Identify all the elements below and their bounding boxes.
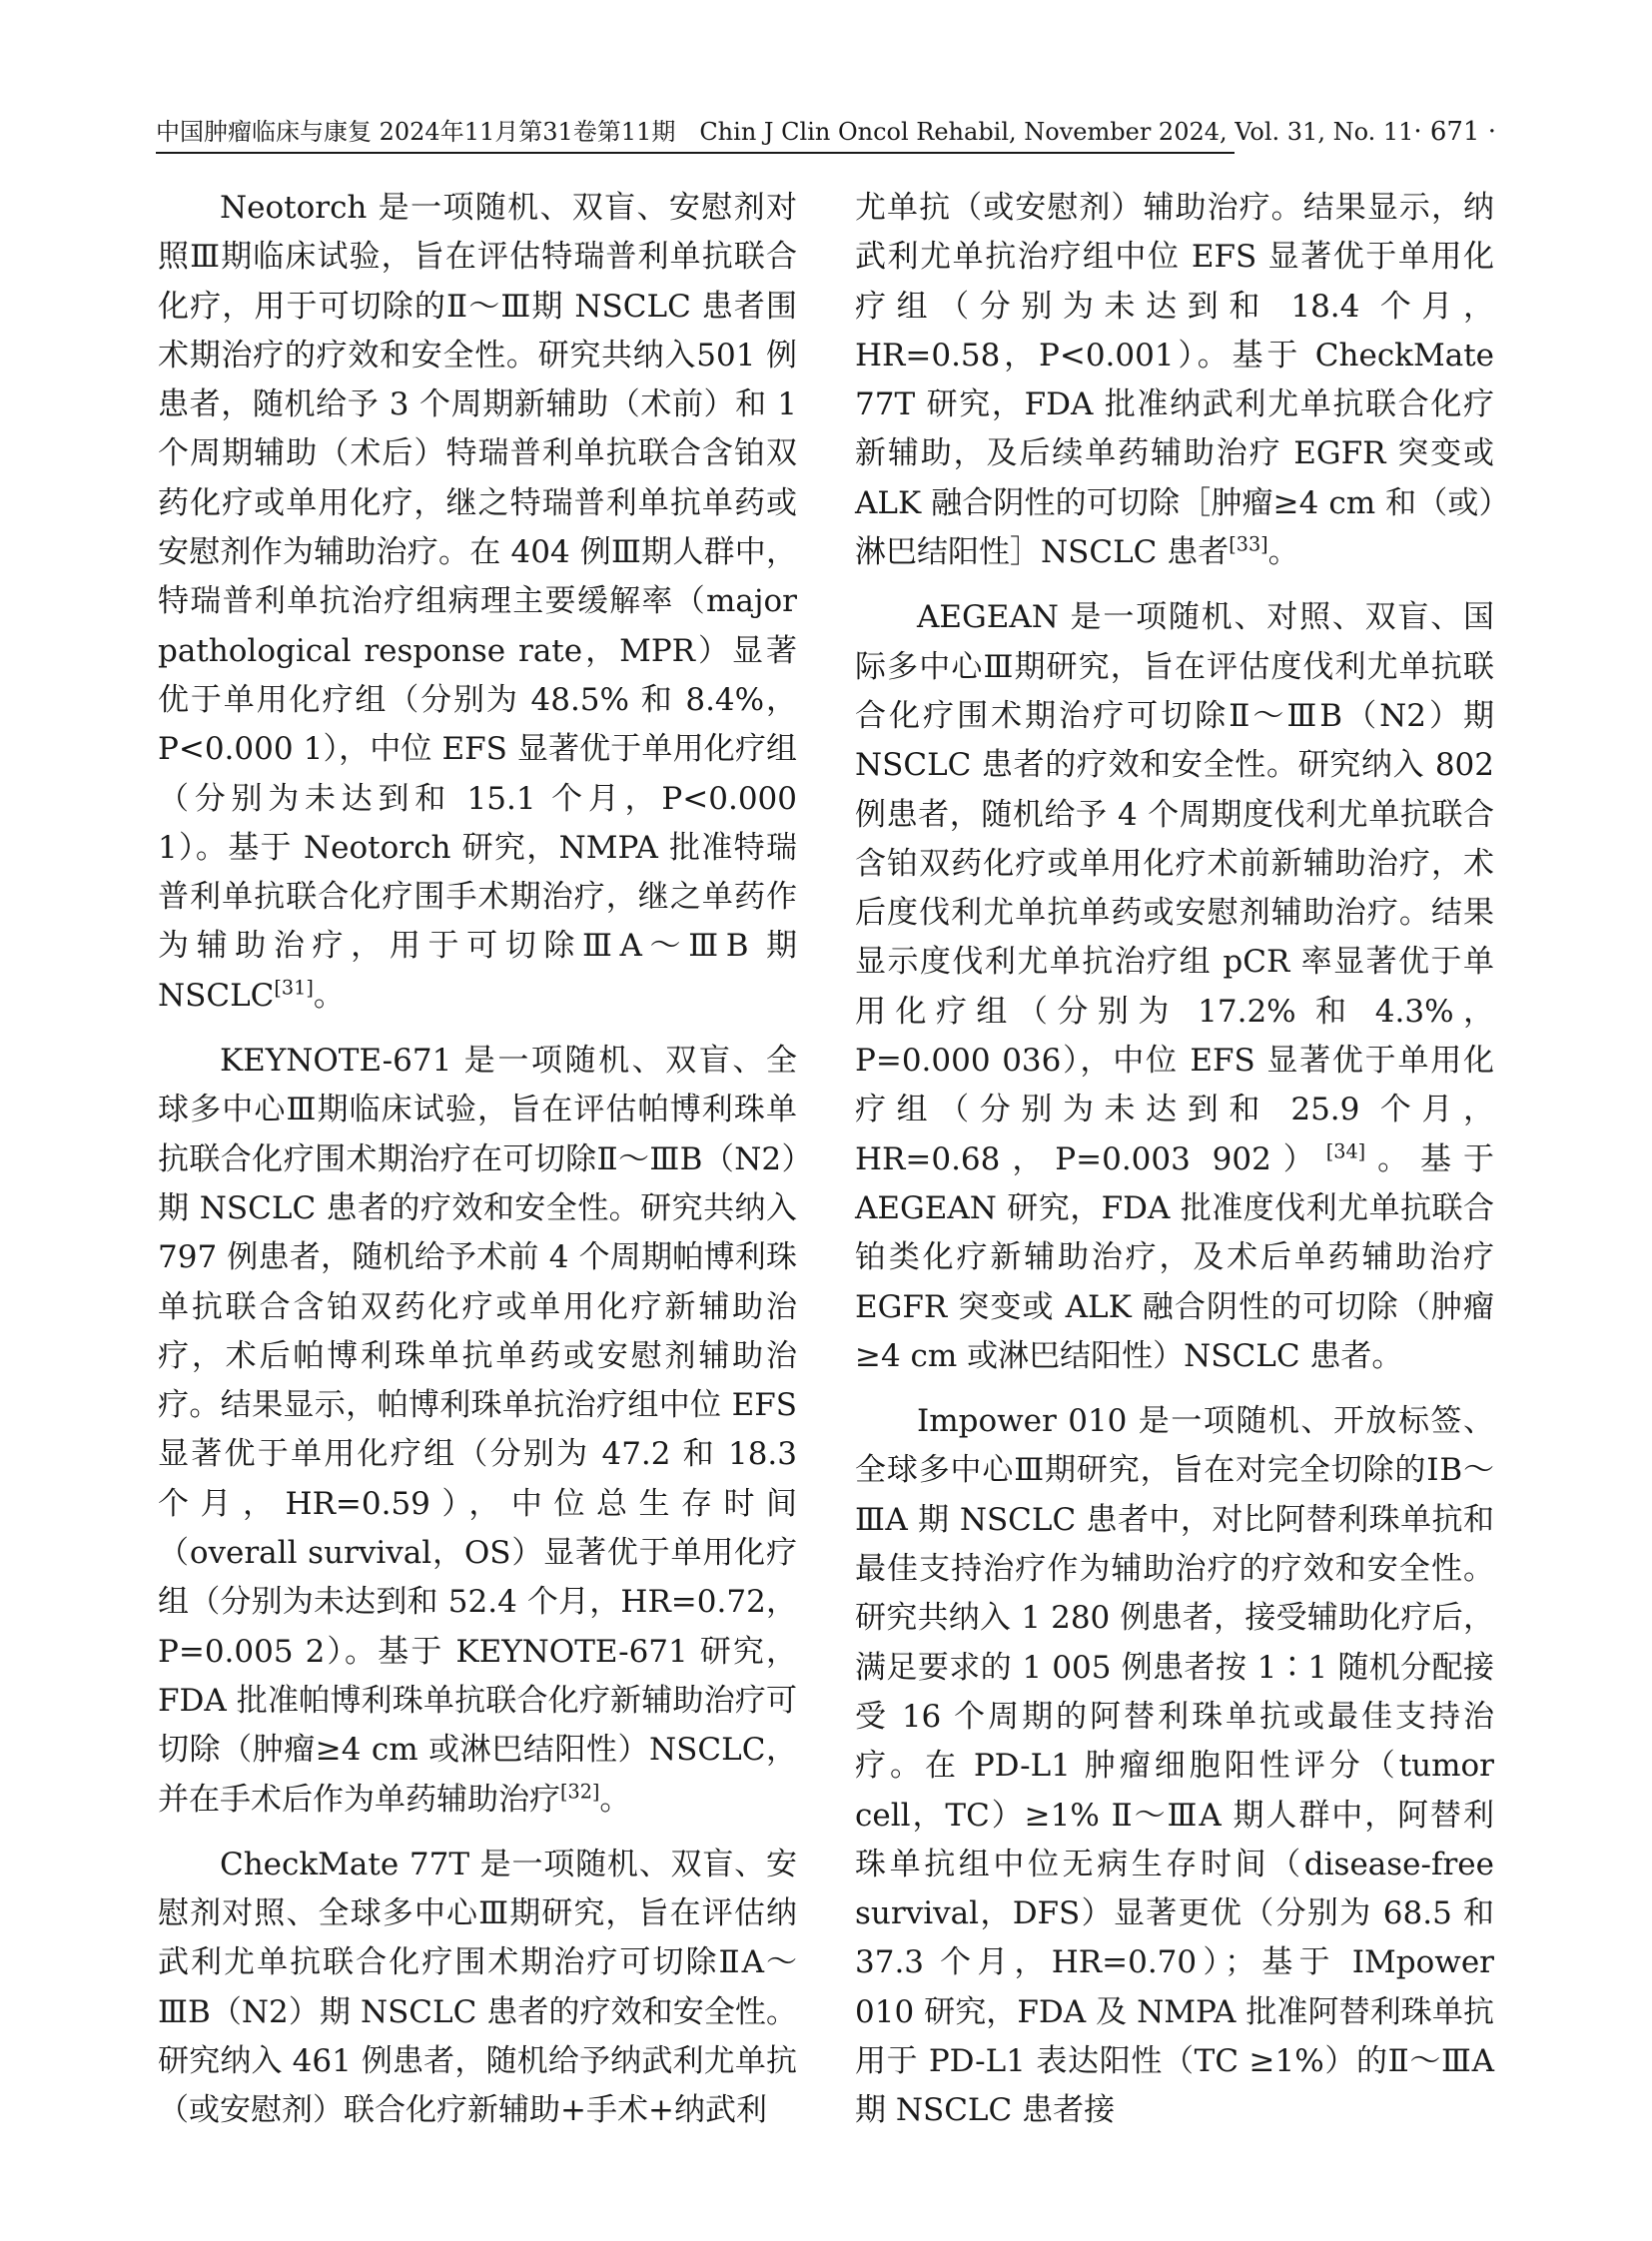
citation-ref: [33] [1229, 532, 1268, 556]
paragraph-aegean: AEGEAN 是一项随机、对照、双盲、国际多中心Ⅲ期研究，旨在评估度伐利尤单抗联合化疗围术期治疗可切除Ⅱ～ⅢB（N2）期 NSCLC 患者的疗效和安全性。研究纳入 802 例患者，随机给予 4 个周期度伐利尤单抗联合含铂双药化疗或单用化疗术前新辅助治疗，术后度伐利尤单抗单药或安慰剂辅助治疗。结果显示度伐利尤单抗治疗组 pCR 率显著优于单用化疗组（分别为 17.2% 和 4.3%，P=0.000 036），中位 EFS 显著优于单用化疗组（分别为未达到和 25.9 个月，HR=0.68，P=0.003 902）[34]。基于 AEGEAN 研究，FDA 批准度伐利尤单抗联合铂类化疗新辅助治疗，及术后单药辅助治疗 EGFR 突变或 ALK 融合阴性的可切除（肿瘤≥4 cm 或淋巴结阳性）NSCLC 患者。 [855, 599, 1495, 1374]
paragraph-impower-010: Impower 010 是一项随机、开放标签、全球多中心Ⅲ期研究，旨在对完全切除的ⅠB～ⅢA 期 NSCLC 患者中，对比阿替利珠单抗和最佳支持治疗作为辅助治疗的疗效和安全性。研究共纳入 1 280 例患者，接受辅助化疗后，满足要求的 1 005 例患者按 1∶1 随机分配接受 16 个周期的阿替利珠单抗或最佳支持治疗。在 PD-L1 肿瘤细胞阳性评分（tumor cell，TC）≥1% Ⅱ～ⅢA 期人群中，阿替利珠单抗组中位无病生存时间（disease-free survival，DFS）显著更优（分别为 68.5 和 37.3 个月，HR=0.70）；基于 IMpower 010 研究，FDA 及 NMPA 批准阿替利珠单抗用于 PD-L1 表达阳性（TC ≥1%）的Ⅱ～ⅢA 期 NSCLC 患者接 [855, 1403, 1494, 2129]
paragraph-neotorch: Neotorch 是一项随机、双盲、安慰剂对照Ⅲ期临床试验，旨在评估特瑞普利单抗联合化疗，用于可切除的Ⅱ～Ⅲ期 NSCLC 患者围术期治疗的疗效和安全性。研究共纳入501 例患者，随机给予 3 个周期新辅助（术前）和 1 个周期辅助（术后）特瑞普利单抗联合含铂双药化疗或单用化疗，继之特瑞普利单抗单药或安慰剂作为辅助治疗。在 404 例Ⅲ期人群中，特瑞普利单抗治疗组病理主要缓解率（major pathological response rate，MPR）显著优于单用化疗组（分别为 48.5% 和 8.4%，P<0.000 1），中位 EFS 显著优于单用化疗组（分别为未达到和 15.1 个月，P<0.000 1）。基于 Neotorch 研究，NMPA 批准特瑞普利单抗联合化疗围手术期治疗，继之单药作为辅助治疗，用于可切除ⅢA～ⅢB 期 NSCLC[31]。 [158, 190, 797, 1014]
paragraph-checkmate-77t-continued: 尤单抗（或安慰剂）辅助治疗。结果显示，纳武利尤单抗治疗组中位 EFS 显著优于单用化疗组（分别为未达到和 18.4 个月，HR=0.58，P<0.001）。基于 CheckMate 77T 研究，FDA 批准纳武利尤单抗联合化疗新辅助，及后续单药辅助治疗 EGFR 突变或 ALK 融合阴性的可切除［肿瘤≥4 cm 和（或）淋巴结阳性］NSCLC 患者[33]。 [855, 190, 1494, 571]
running-header: 中国肿瘤临床与康复 2024年11月第31卷第11期 Chin J Clin Oncol Rehabil, November 2024, Vol. 31, No. 11 [156, 112, 1235, 154]
citation-ref: [31] [274, 976, 314, 1000]
citation-ref: [34] [1325, 1139, 1366, 1163]
citation-ref: [32] [560, 1780, 600, 1804]
right-column [855, 184, 1494, 2136]
page-number: · 671 · [1413, 117, 1496, 147]
paragraph-keynote-671: KEYNOTE-671 是一项随机、双盲、全球多中心Ⅲ期临床试验，旨在评估帕博利珠单抗联合化疗围术期治疗在可切除Ⅱ～ⅢB（N2）期 NSCLC 患者的疗效和安全性。研究共纳入 797 例患者，随机给予术前 4 个周期帕博利珠单抗联合含铂双药化疗或单用化疗新辅助治疗，术后帕博利珠单抗单药或安慰剂辅助治疗。结果显示，帕博利珠单抗治疗组中位 EFS 显著优于单用化疗组（分别为 47.2 和 18.3 个月，HR=0.59），中位总生存时间（overall survival，OS）显著优于单用化疗组（分别为未达到和 52.4 个月，HR=0.72，P=0.005 2）。基于 KEYNOTE-671 研究，FDA 批准帕博利珠单抗联合化疗新辅助治疗可切除（肿瘤≥4 cm 或淋巴结阳性）NSCLC，并在手术后作为单药辅助治疗[32]。 [158, 1043, 797, 1818]
left-column [158, 184, 797, 2136]
paragraph-checkmate-77t: CheckMate 77T 是一项随机、双盲、安慰剂对照、全球多中心Ⅲ期研究，旨在评估纳武利尤单抗联合化疗围术期治疗可切除ⅡA～ⅢB（N2）期 NSCLC 患者的疗效和安全性。研究纳入 461 例患者，随机给予纳武利尤单抗（或安慰剂）联合化疗新辅助+手术+纳武利 [158, 1846, 797, 2129]
